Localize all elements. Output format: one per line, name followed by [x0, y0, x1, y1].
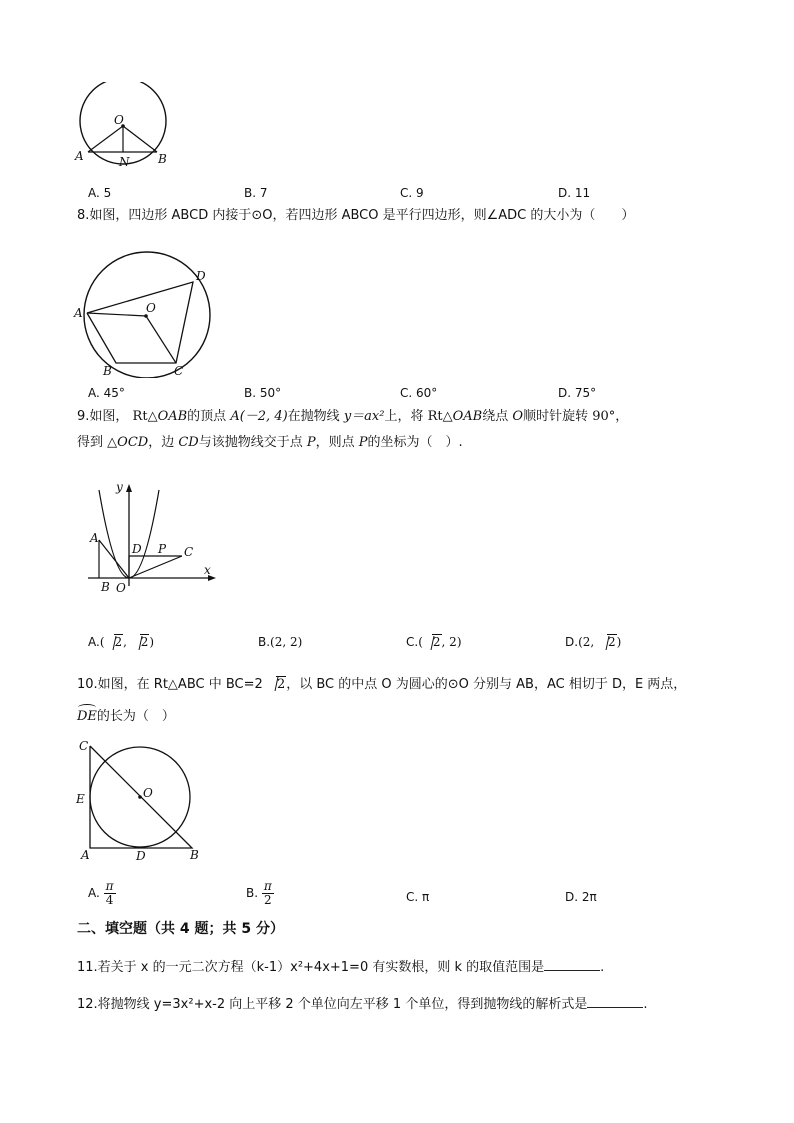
answer-blank[interactable]: [544, 958, 600, 971]
q9-stem-line1: [77, 407, 628, 427]
q9-stem-line2: [77, 433, 463, 453]
q10-option-a: [88, 880, 116, 907]
q9-cd: CD: [178, 435, 199, 450]
q11-stem: [77, 958, 604, 978]
sqrt-icon: 2: [105, 634, 124, 650]
q10-option-d: D. 2π: [565, 890, 597, 904]
arc-de: DE: [77, 707, 97, 727]
q7-option-a: A. 5: [88, 186, 112, 200]
q9-text: 上，将: [384, 409, 424, 424]
q9-option-b-value: (2, 2): [270, 635, 303, 649]
q8-stem: 8.如图，四边形 ABCD 内接于⊙O，若四边形 ABCO 是平行四边形，则∠ADC 的大小为（ ）: [77, 208, 635, 223]
q7-label-a: A: [75, 149, 84, 163]
q8-option-b: B. 50°: [244, 386, 282, 400]
q10-option-b-fraction: $\frac{\pi}{2}$: [263, 879, 272, 907]
q9-ocd: OCD: [117, 435, 149, 450]
q9-text: 在抛物线: [287, 409, 340, 424]
q10-text: 10.如图，在 Rt△ABC 中 BC=2: [77, 677, 263, 692]
q9-label-a: A: [90, 531, 99, 545]
q9-text: 与该抛物线交于点: [198, 435, 303, 450]
q9-label-b: B: [101, 580, 110, 594]
q9-option-d: D.(2, 2): [565, 635, 622, 649]
q10-option-a-fraction: $\frac{\pi}{4}$: [105, 879, 114, 907]
q11-text: 11.若关于 x 的一元二次方程（k-1）x²+4x+1=0 有实数根，则 k 的取值范围是: [77, 960, 545, 975]
q9-angle: 90°: [592, 409, 616, 424]
q9-text: 得到: [77, 435, 104, 450]
q9-parabola: y＝ax²: [343, 409, 385, 424]
q9-oab: OAB: [157, 409, 188, 424]
q8-label-b: B: [103, 364, 112, 378]
q8-option-d: D. 75°: [558, 386, 597, 400]
q10-stem-line2: [77, 707, 175, 727]
q9-text: ，则点: [315, 435, 355, 450]
q9-point-p: P: [306, 435, 316, 450]
section-title: 二、填空题（共 4 题；共 5 分）: [77, 921, 284, 937]
q9-option-c-label: C.: [406, 635, 419, 649]
q7-option-c: C. 9: [400, 186, 424, 200]
q8-label-d: D: [196, 269, 206, 283]
q10-label-e: E: [76, 792, 85, 806]
q10-label-d: D: [136, 849, 146, 863]
q9-option-c: C.( 2, 2): [406, 635, 462, 649]
q7-option-d: D. 11: [558, 186, 591, 200]
q9-label-c: C: [184, 545, 194, 559]
q9-point-a: A(－2, 4): [230, 409, 288, 424]
q9-option-d-label: D.: [565, 635, 579, 649]
q10-label-o: O: [143, 786, 153, 800]
q9-oab: OAB: [452, 409, 483, 424]
q9-option-b-label: B.: [258, 635, 271, 649]
q9-text: 9.如图，: [77, 409, 129, 424]
q8-option-a: A. 45°: [88, 386, 125, 400]
q10-label-b: B: [190, 848, 199, 862]
q9-label-x: x: [204, 563, 211, 577]
q9-point-p: P: [358, 435, 368, 450]
q8-option-c: C. 60°: [400, 386, 438, 400]
q10-text: 的长为（ ）: [96, 709, 175, 724]
q9-text: ，边: [148, 435, 175, 450]
q9-label-d: D: [132, 542, 142, 556]
q10-label-c: C: [79, 739, 89, 753]
q7-label-n: N: [119, 155, 130, 168]
q10-option-c: C. π: [406, 890, 430, 904]
q10-stem-line1: [77, 675, 686, 695]
q9-label-p: P: [158, 542, 167, 556]
q9-rt: Rt: [427, 409, 443, 424]
q9-option-a: A.( 2, 2): [88, 635, 155, 649]
q11-end: .: [600, 960, 605, 975]
q9-text: 顺时针旋转: [523, 409, 589, 424]
q12-stem: [77, 995, 647, 1015]
q9-triangle: △: [147, 409, 158, 424]
q9-figure: [86, 476, 226, 598]
q10-figure: [74, 736, 204, 864]
q7-figure: [74, 82, 174, 168]
q12-text: 12.将抛物线 y=3x²+x-2 向上平移 2 个单位向左平移 1 个单位，得到抛物线的解析式是: [77, 997, 588, 1012]
q9-text: ，: [615, 409, 629, 424]
q7-option-b: B. 7: [244, 186, 268, 200]
sqrt-icon: 2: [267, 675, 286, 695]
q9-triangle: △: [442, 409, 453, 424]
q8-label-o: O: [146, 301, 156, 315]
q9-option-b: [258, 634, 302, 650]
q9-text: 绕点: [482, 409, 509, 424]
q9-text: 的顶点: [187, 409, 227, 424]
q9-point-o: O: [512, 409, 524, 424]
q9-rt: Rt: [132, 409, 148, 424]
q9-label-y: y: [116, 480, 123, 494]
answer-blank[interactable]: [587, 995, 643, 1008]
q10-option-b: [246, 880, 274, 907]
sqrt-icon: 2: [131, 634, 150, 650]
q9-text: 的坐标为（ ）.: [367, 435, 463, 450]
q8-figure: [70, 236, 220, 378]
q10-label-a: A: [81, 848, 90, 862]
q9-label-o: O: [116, 581, 126, 595]
q8-label-c: C: [174, 364, 184, 378]
q10-option-a-label: A.: [88, 886, 100, 900]
sqrt-icon: 2: [598, 634, 617, 650]
q9-option-a-label: A.: [88, 635, 100, 649]
q10-option-b-label: B.: [246, 886, 259, 900]
q7-label-b: B: [158, 152, 167, 166]
q12-end: .: [643, 997, 648, 1012]
q7-label-o: O: [114, 113, 124, 127]
q9-triangle: △: [107, 435, 118, 450]
q8-label-a: A: [74, 306, 83, 320]
sqrt-icon: 2: [423, 634, 442, 650]
q10-text: ，以 BC 的中点 O 为圆心的⊙O 分别与 AB，AC 相切于 D，E 两点，: [286, 677, 687, 692]
